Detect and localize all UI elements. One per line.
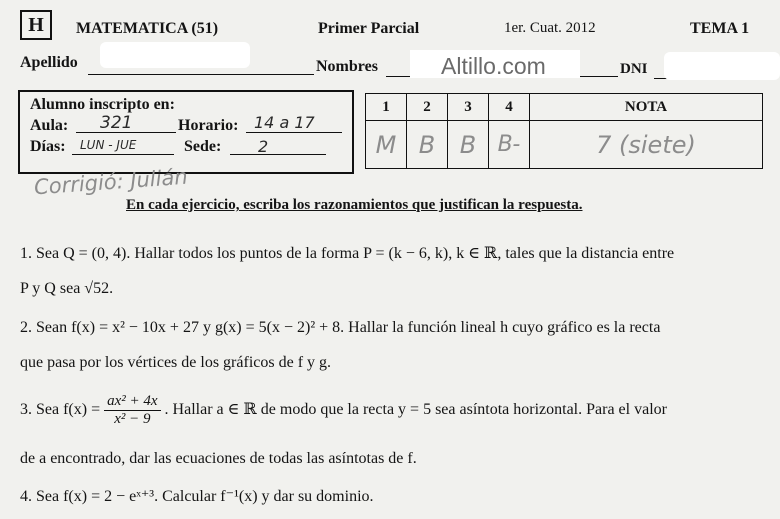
question-4: 4. Sea f(x) = 2 − eˣ⁺³. Calcular f⁻¹(x) y dar su dominio. xyxy=(20,488,374,505)
question-3-line-2: de a encontrado, dar las ecuaciones de todas las asíntotas de f. xyxy=(20,450,417,467)
corrector-note: Corrigió: Julián xyxy=(33,164,189,200)
apellido-label: Apellido xyxy=(20,54,78,71)
grade-header-1: 1 xyxy=(366,94,407,121)
question-2-line-1: 2. Sean f(x) = x² − 10x + 27 y g(x) = 5(x − 2)² + 8. Hallar la función lineal h cuyo gráfico es la recta xyxy=(20,319,661,336)
aula-label: Aula: xyxy=(30,117,69,134)
apellido-redaction xyxy=(100,42,250,68)
grade-value-3: B xyxy=(448,121,489,169)
grade-value-4: B- xyxy=(489,121,530,169)
dias-label: Días: xyxy=(30,138,66,155)
nombres-label: Nombres xyxy=(316,58,378,75)
question-3-denominator: x² − 9 xyxy=(114,411,151,427)
question-3-line-1 xyxy=(20,393,667,428)
question-1-line-2: P y Q sea √52. xyxy=(20,280,114,297)
instruction: En cada ejercicio, escriba los razonamientos que justifican la respuesta. xyxy=(126,197,583,213)
sede-label: Sede: xyxy=(184,138,222,155)
grade-header-3: 3 xyxy=(448,94,489,121)
sede-line xyxy=(230,154,326,155)
tema-letter: H xyxy=(28,14,44,36)
dni-redaction xyxy=(664,52,780,80)
grade-value-2: B xyxy=(407,121,448,169)
grades-value-row xyxy=(366,121,763,169)
horario-line xyxy=(246,132,342,133)
dias-line xyxy=(72,154,174,155)
horario-value: 14 a 17 xyxy=(254,113,315,132)
subject-title: MATEMATICA (51) xyxy=(76,20,219,37)
grade-header-2: 2 xyxy=(407,94,448,121)
sede-value: 2 xyxy=(258,137,269,156)
exam-name: Primer Parcial xyxy=(318,20,420,37)
tema-label: TEMA 1 xyxy=(690,20,750,37)
question-3-numerator: ax² + 4x xyxy=(104,393,160,411)
dni-label: DNI xyxy=(620,61,648,77)
tema-letter-box xyxy=(20,10,52,40)
alumno-title: Alumno inscripto en: xyxy=(30,96,175,113)
grade-header-nota: NOTA xyxy=(530,94,763,121)
dias-value: LUN - JUE xyxy=(80,138,137,152)
exam-term: 1er. Cuat. 2012 xyxy=(504,20,596,36)
grade-value-nota: 7 (siete) xyxy=(530,121,763,169)
question-3-fraction xyxy=(104,393,160,428)
aula-value: 321 xyxy=(100,113,133,133)
watermark: Altillo.com xyxy=(441,53,546,79)
question-3-suffix: . Hallar a ∈ ℝ de modo que la recta y = 5 sea asíntota horizontal. Para el valor xyxy=(164,401,667,419)
question-3-prefix: 3. Sea f(x) = xyxy=(20,401,101,419)
grade-value-1: M xyxy=(366,121,407,169)
question-1-line-1: 1. Sea Q = (0, 4). Hallar todos los puntos de la forma P = (k − 6, k), k ∈ ℝ, tales que la distancia entre xyxy=(20,245,675,262)
question-2-line-2: que pasa por los vértices de los gráficos de f y g. xyxy=(20,354,332,371)
grade-header-4: 4 xyxy=(489,94,530,121)
horario-label: Horario: xyxy=(178,117,239,134)
grades-table xyxy=(365,93,763,169)
grades-header-row xyxy=(366,94,763,121)
